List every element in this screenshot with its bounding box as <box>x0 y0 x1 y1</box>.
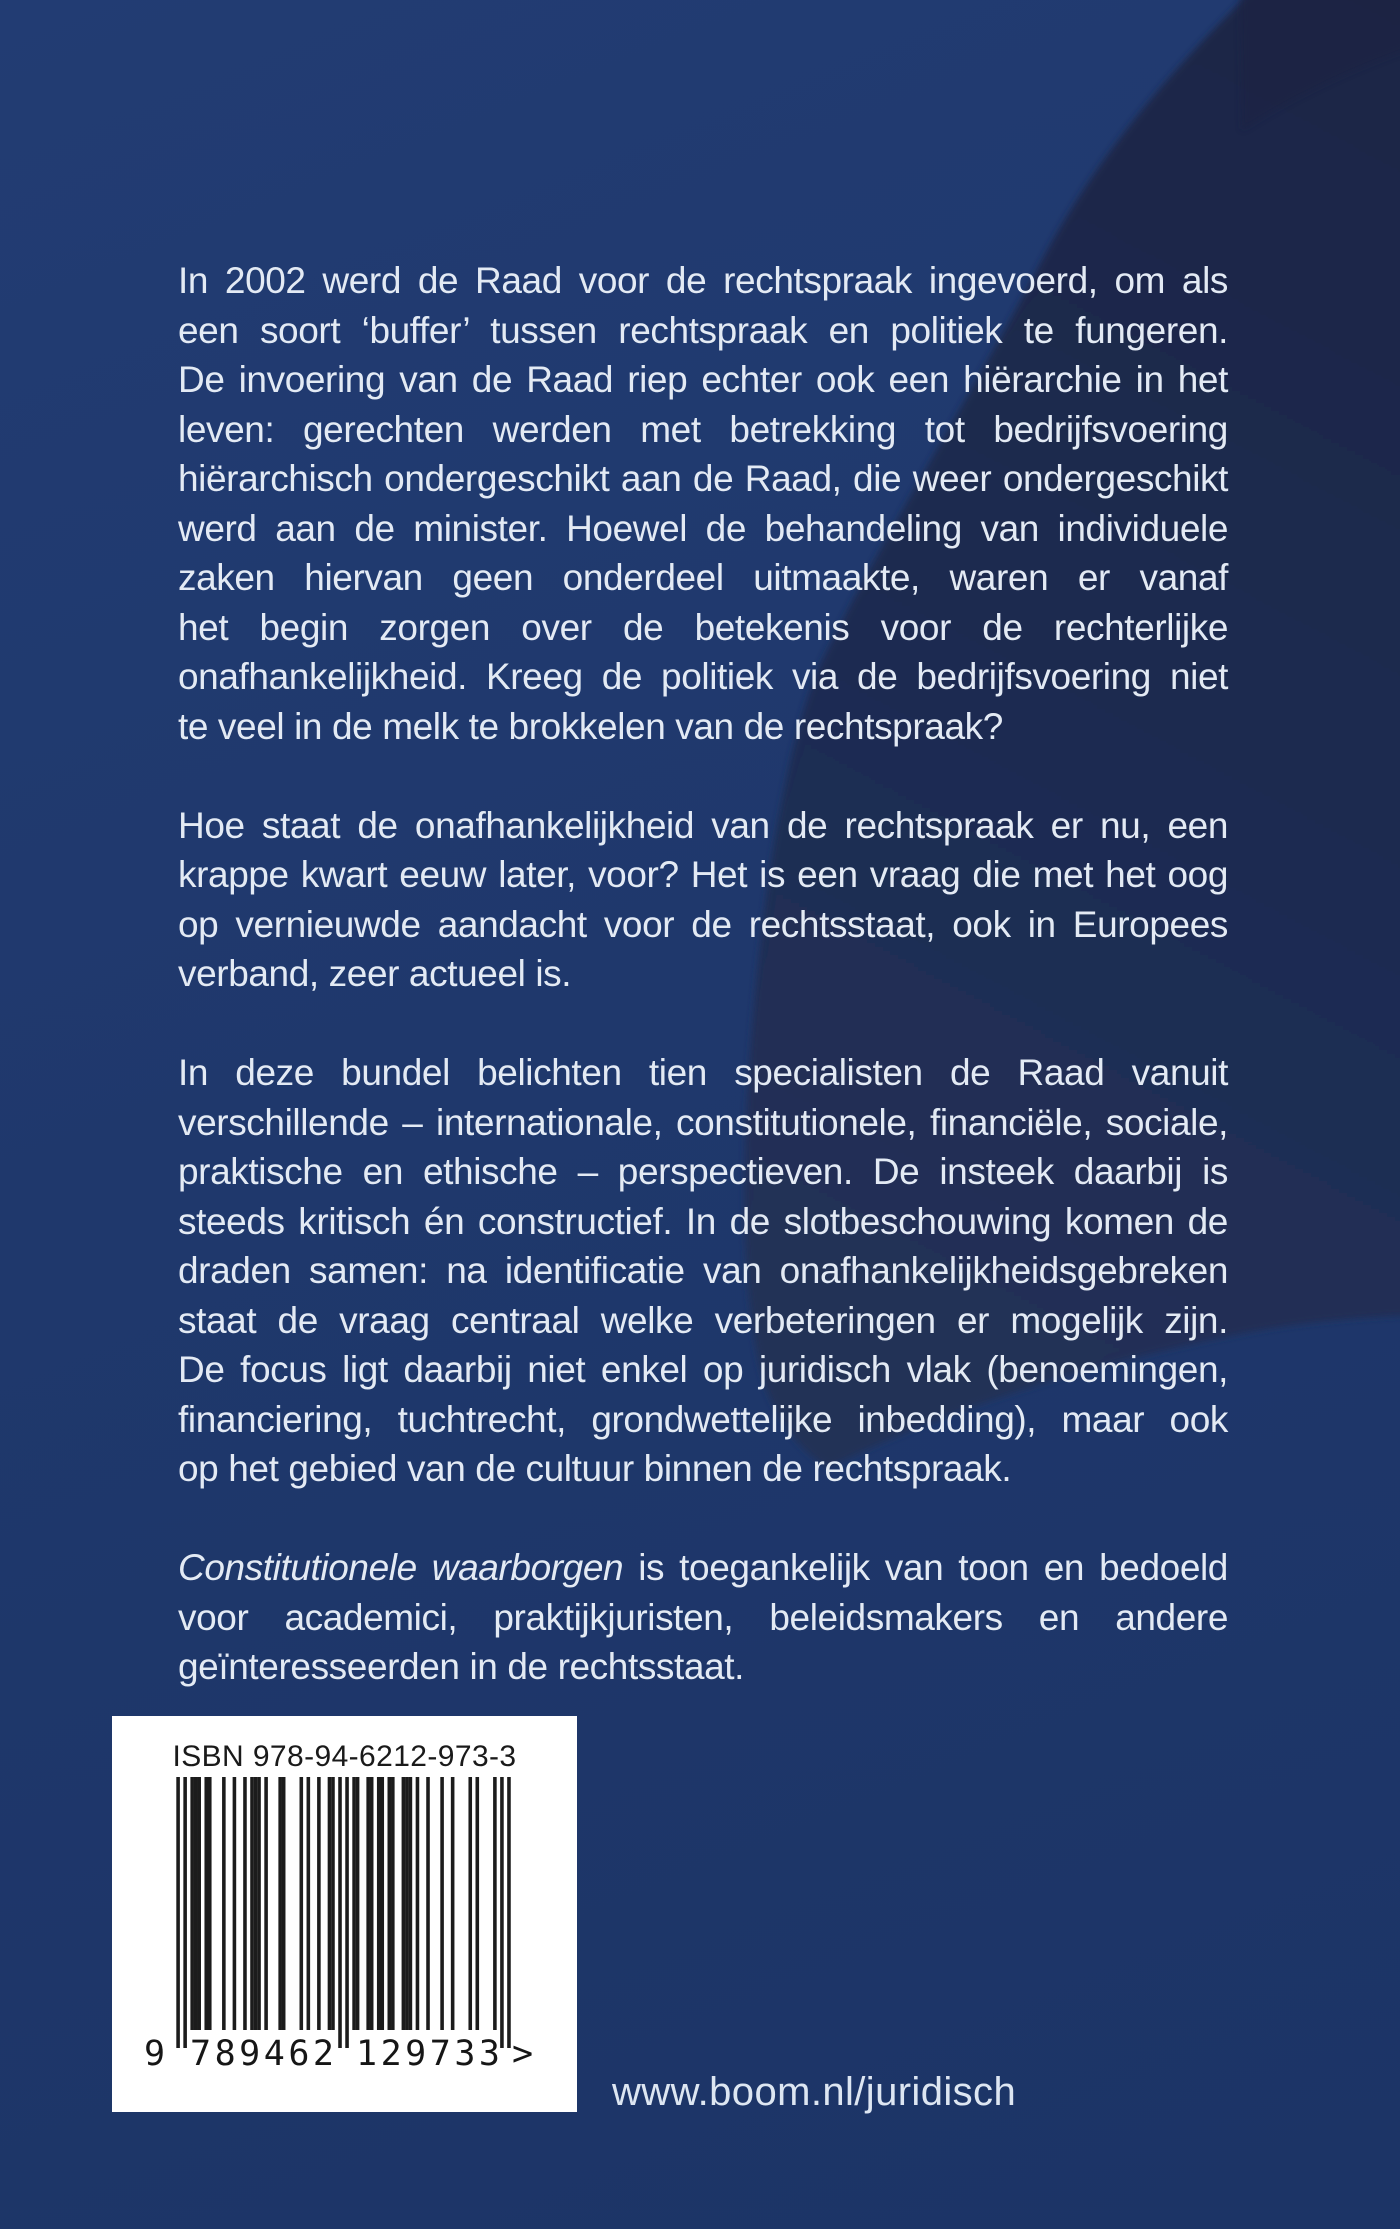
isbn-label: ISBN 978-94-6212-973-3 <box>172 1740 517 1773</box>
text-line: te veel in de melk te brokkelen van de rechtspraak? <box>178 705 1003 747</box>
text-line: In deze bundel belichten tien specialisten de Raad vanuit <box>178 1052 1228 1093</box>
text-line: een soort ‘buffer’ tussen rechtspraak en politiek te fungeren. <box>178 309 1228 351</box>
ean13-barcode <box>176 1777 511 2048</box>
book-title-italic: Constitutionele waarborgen <box>178 1547 624 1588</box>
paragraph <box>178 801 1228 999</box>
barcode-digit: 3 <box>478 2034 500 2074</box>
text-line: De invoering van de Raad riep echter ook een hiërarchie in het <box>178 359 1228 400</box>
paragraph <box>178 256 1228 751</box>
text-line: Constitutionele waarborgen is toegankelijk van toon en bedoeld <box>178 1547 1228 1588</box>
text-line: krappe kwart eeuw later, voor? Het is een vraag die met het oog <box>178 854 1228 895</box>
text-line: staat de vraag centraal welke verbeteringen er mogelijk zijn. <box>178 1299 1228 1341</box>
text-line: op het gebied van de cultuur binnen de rechtspraak. <box>178 1448 1012 1489</box>
text-line: financiering, tuchtrecht, grondwettelijke inbedding), maar ook <box>178 1398 1228 1440</box>
barcode-first-digit: 9 <box>144 2034 166 2074</box>
isbn-barcode-block <box>112 1716 577 2112</box>
text-line: het begin zorgen over de betekenis voor de rechterlijke <box>178 606 1228 648</box>
text-line: In 2002 werd de Raad voor de rechtspraak ingevoerd, om als <box>178 260 1228 301</box>
text-line: Hoe staat de onafhankelijkheid van de rechtspraak er nu, een <box>178 804 1228 846</box>
text-line: verschillende – internationale, constitutionele, financiële, sociale, <box>178 1101 1228 1143</box>
text-line: draden samen: na identificatie van onafhankelijkheidsgebreken <box>178 1250 1228 1291</box>
barcode-digit: 6 <box>288 2034 310 2074</box>
text-line: zaken hiervan geen onderdeel uitmaakte, waren er vanaf <box>178 557 1228 598</box>
text-line: op vernieuwde aandacht voor de rechtsstaat, ook in Europees <box>178 903 1228 945</box>
barcode-digit: 9 <box>405 2034 427 2074</box>
publisher-url: www.boom.nl/juridisch <box>612 2070 1017 2114</box>
barcode-digit: 2 <box>380 2034 402 2074</box>
barcode-digit-group-left <box>190 2034 334 2074</box>
text-line: leven: gerechten werden met betrekking tot bedrijfsvoering <box>178 408 1228 450</box>
barcode-digit: 2 <box>312 2034 334 2074</box>
barcode-digit: 4 <box>263 2034 285 2074</box>
text-line: onafhankelijkheid. Kreeg de politiek via de bedrijfsvoering niet <box>178 656 1228 697</box>
text-line: verband, zeer actueel is. <box>178 953 572 994</box>
barcode-digit: 8 <box>214 2034 236 2074</box>
text-line: hiërarchisch ondergeschikt aan de Raad, die weer ondergeschikt <box>178 458 1228 499</box>
text-line: steeds kritisch én constructief. In de slotbeschouwing komen de <box>178 1200 1228 1242</box>
text-line: werd aan de minister. Hoewel de behandeling van individuele <box>178 507 1228 549</box>
text-line: praktische en ethische – perspectieven. De insteek daarbij is <box>178 1151 1228 1192</box>
barcode-digits <box>112 2032 577 2080</box>
paragraph <box>178 1048 1228 1494</box>
text-line: De focus ligt daarbij niet enkel op juridisch vlak (benoemingen, <box>178 1349 1228 1390</box>
barcode-digit: 3 <box>454 2034 476 2074</box>
barcode-digit: 1 <box>356 2034 378 2074</box>
barcode-suffix: > <box>512 2034 534 2074</box>
barcode-digit: 7 <box>190 2034 212 2074</box>
barcode-digit: 7 <box>429 2034 451 2074</box>
text-line: voor academici, praktijkjuristen, beleidsmakers en andere <box>178 1596 1228 1638</box>
back-cover-text <box>178 256 1228 1692</box>
barcode-digit-group-right <box>356 2034 500 2074</box>
paragraph <box>178 1543 1228 1692</box>
text-line: geïnteresseerden in de rechtsstaat. <box>178 1646 745 1687</box>
barcode-digit: 9 <box>239 2034 261 2074</box>
